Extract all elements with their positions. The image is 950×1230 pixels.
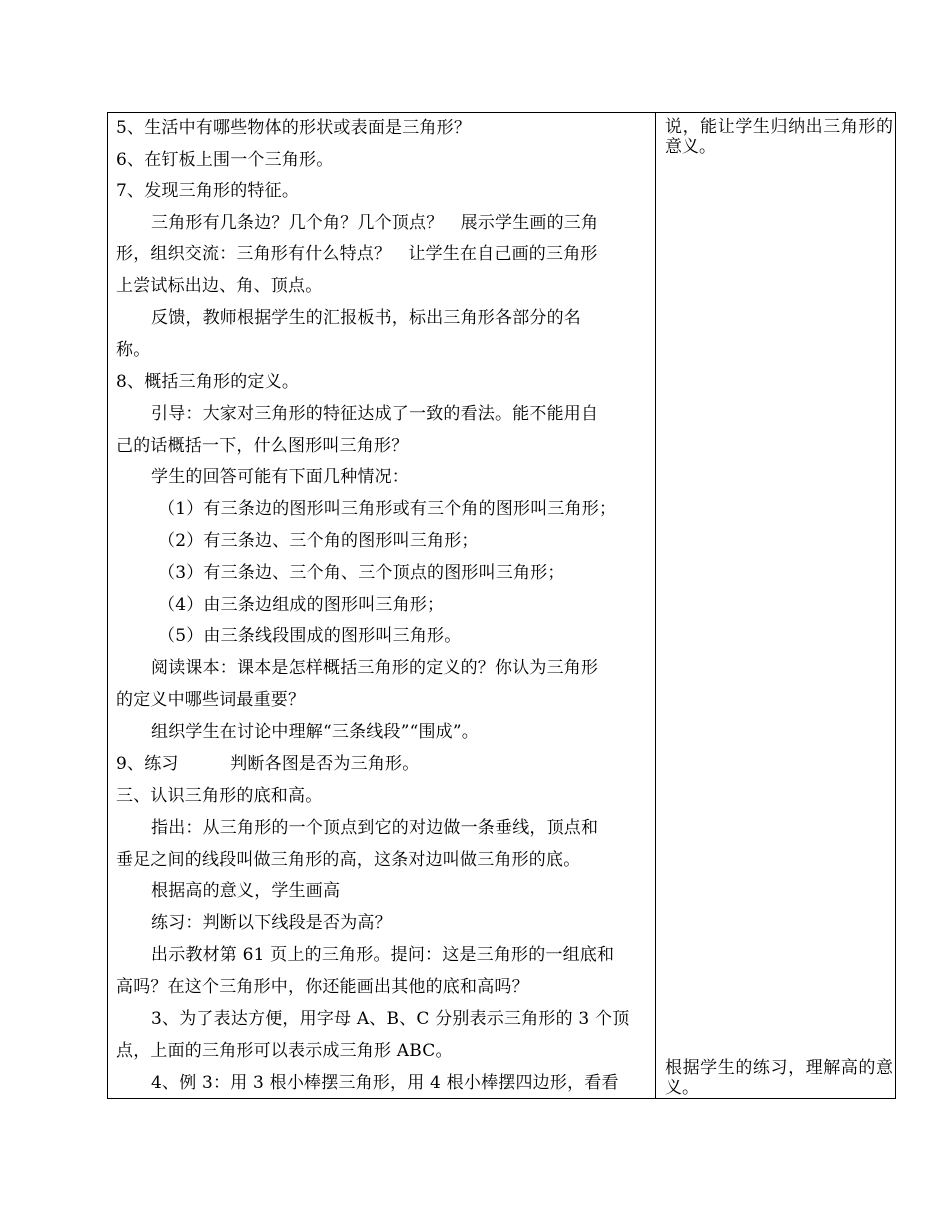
text-line: （5）由三条线段围成的图形叫三角形。 [158, 626, 462, 646]
text-line: 练习：判断以下线段是否为高？ [151, 913, 392, 933]
text-line: 己的话概括一下，什么图形叫三角形？ [116, 436, 409, 456]
text-line: 三、认识三角形的底和高。 [116, 786, 323, 806]
teaching-process-column [108, 113, 654, 1098]
text-line: 反馈，教师根据学生的汇报板书，标出三角形各部分的名 [151, 308, 581, 328]
text-line: 三角形有几条边？几个角？几个顶点？ 展示学生画的三角 [151, 213, 599, 233]
text-line: 组织学生在讨论中理解“三条线段”“围成”。 [151, 722, 479, 742]
text-line: 垂足之间的线段叫做三角形的高，这条对边叫做三角形的底。 [116, 850, 581, 870]
text-line: （3）有三条边、三个角、三个顶点的图形叫三角形； [158, 563, 565, 583]
text-line: 阅读课本：课本是怎样概括三角形的定义的？你认为三角形 [151, 658, 599, 678]
lesson-plan-table [107, 112, 896, 1099]
text-line: 指出：从三角形的一个顶点到它的对边做一条垂线，顶点和 [151, 818, 599, 838]
text-line: 7、发现三角形的特征。 [116, 181, 300, 201]
text-line: 3、为了表达方便，用字母 A、B、C 分别表示三角形的 3 个顶 [151, 1009, 630, 1029]
text-line: 5、生活中有哪些物体的形状或表面是三角形？ [116, 118, 472, 138]
text-line: （4）由三条边组成的图形叫三角形； [158, 595, 445, 615]
text-line: 8、概括三角形的定义。 [116, 372, 300, 392]
text-line: 4、例 3：用 3 根小棒摆三角形，用 4 根小棒摆四边形，看看 [151, 1073, 619, 1093]
text-line: 学生的回答可能有下面几种情况： [151, 467, 409, 487]
design-intent-column [656, 113, 895, 1098]
text-line: 高吗？在这个三角形中，你还能画出其他的底和高吗？ [116, 977, 529, 997]
text-line: 根据高的意义，学生画高 [151, 881, 341, 901]
text-line: 引导：大家对三角形的特征达成了一致的看法。能不能用自 [151, 404, 599, 424]
text-line: （1）有三条边的图形叫三角形或有三个角的图形叫三角形； [158, 499, 617, 519]
text-line: 6、在钉板上围一个三角形。 [116, 150, 334, 170]
text-line: （2）有三条边、三个角的图形叫三角形； [158, 531, 479, 551]
side-note: 说，能让学生归纳出三角形的意义。 [665, 117, 893, 157]
text-line: 称。 [116, 340, 151, 360]
text-line: 点，上面的三角形可以表示成三角形 ABC。 [116, 1041, 453, 1061]
text-line: 上尝试标出边、角、顶点。 [116, 276, 323, 296]
text-line: 形，组织交流：三角形有什么特点？ 让学生在自己画的三角形 [116, 244, 598, 264]
text-line: 9、练习 判断各图是否为三角形。 [116, 754, 420, 774]
text-line: 的定义中哪些词最重要？ [116, 690, 306, 710]
text-line: 出示教材第 61 页上的三角形。提问：这是三角形的一组底和 [151, 945, 615, 965]
side-note: 根据学生的练习，理解高的意义。 [665, 1058, 893, 1098]
